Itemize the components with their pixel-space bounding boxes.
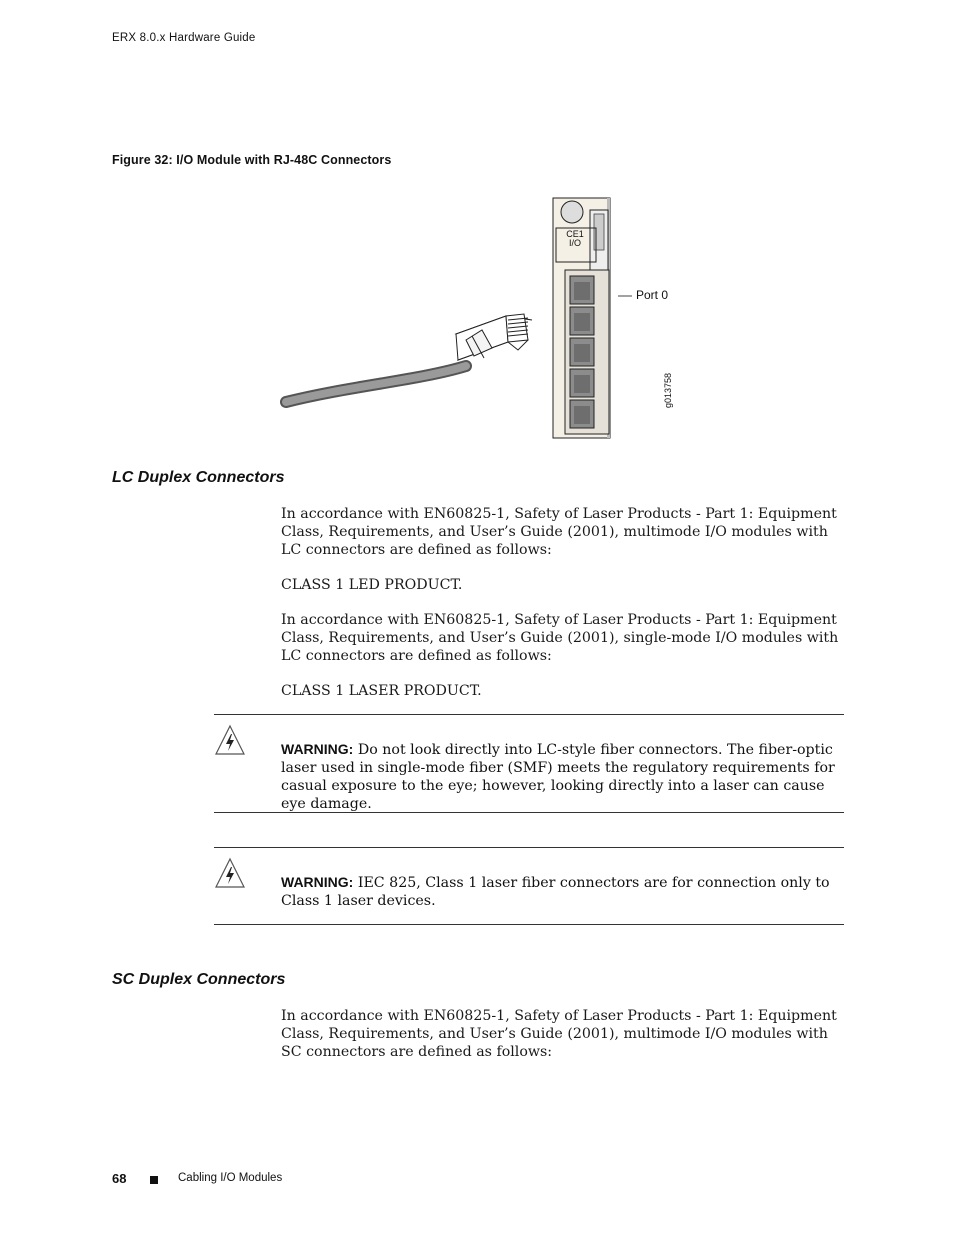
sc-paragraph-1: In accordance with EN60825-1, Safety of Laser Products - Part 1: Equipment Class, Requirements, and User’s Guide (2001), multimode I/O modules with SC connectors are defined as follows: bbox=[281, 1008, 837, 1060]
lc-paragraph-3: In accordance with EN60825-1, Safety of Laser Products - Part 1: Equipment Class, Requirements, and User’s Guide (2001), single-mode I/O modules with LC connectors are defined as follows: bbox=[281, 612, 839, 664]
warning-1-label: WARNING: bbox=[281, 741, 354, 757]
warning-1-bottom-rule bbox=[214, 812, 844, 813]
warning-1-body: Do not look directly into LC-style fiber connectors. The fiber-optic laser used in single-mode fiber (SMF) meets the regulatory requirements for casual exposure to the eye; however, looking directly into a laser can cause eye damage. bbox=[281, 742, 835, 812]
warning-lightning-icon bbox=[214, 724, 246, 756]
io-module-figure bbox=[270, 190, 710, 450]
warning-1-text bbox=[281, 740, 844, 813]
warning-lightning-icon bbox=[214, 857, 246, 889]
lc-paragraph-2: CLASS 1 LED PRODUCT. bbox=[281, 577, 463, 593]
module-label bbox=[562, 230, 588, 248]
warning-2-top-rule bbox=[214, 847, 844, 848]
rj48c-plug bbox=[456, 314, 532, 360]
footer-section: Cabling I/O Modules bbox=[178, 1172, 283, 1184]
running-header: ERX 8.0.x Hardware Guide bbox=[112, 32, 256, 44]
module-label-line2: I/O bbox=[568, 238, 581, 248]
warning-2-body: IEC 825, Class 1 laser fiber connectors are for connection only to Class 1 laser devices. bbox=[281, 875, 830, 909]
figure-caption: Figure 32: I/O Module with RJ-48C Connectors bbox=[112, 153, 392, 167]
figure-id: g013758 bbox=[663, 372, 673, 408]
lc-paragraph-4: CLASS 1 LASER PRODUCT. bbox=[281, 683, 482, 699]
port-0-callout: Port 0 bbox=[636, 288, 669, 302]
warning-2-label: WARNING: bbox=[281, 874, 354, 890]
section-heading-sc: SC Duplex Connectors bbox=[112, 971, 286, 988]
warning-2-bottom-rule bbox=[214, 924, 844, 925]
section-heading-lc: LC Duplex Connectors bbox=[112, 469, 285, 486]
module-label-line1: CE1 bbox=[566, 229, 584, 239]
warning-2-text bbox=[281, 873, 844, 910]
io-module-illustration bbox=[270, 190, 710, 450]
page-number: 68 bbox=[112, 1171, 127, 1186]
warning-1-top-rule bbox=[214, 714, 844, 715]
lc-paragraph-1: In accordance with EN60825-1, Safety of Laser Products - Part 1: Equipment Class, Requirements, and User’s Guide (2001), multimode I/O modules with LC connectors are defined as follows: bbox=[281, 506, 837, 558]
footer-bullet bbox=[150, 1176, 158, 1184]
